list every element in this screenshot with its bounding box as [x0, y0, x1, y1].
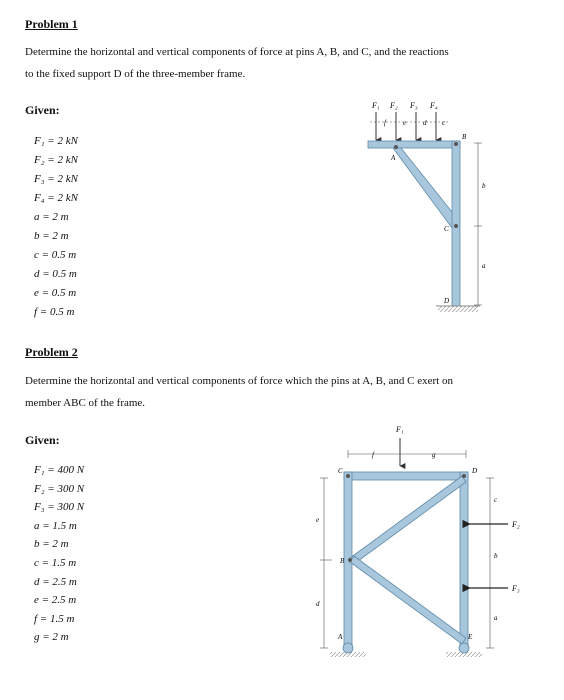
- label-F2: F₂: [512, 520, 520, 529]
- pin-C: [346, 474, 350, 478]
- label-d: d: [316, 600, 320, 608]
- given-item: b = 2 m: [34, 230, 69, 242]
- label-a: a: [482, 262, 486, 270]
- given-item: f = 1.5 m: [34, 612, 75, 625]
- given-item: F₄ = 2 kN: [34, 192, 78, 204]
- given-item: F₂ = 2 kN: [34, 154, 78, 166]
- given-item: e = 0.5 m: [34, 287, 77, 299]
- member-DE-right: [460, 472, 468, 648]
- given-item: F₂ = 300 N: [34, 482, 85, 495]
- pin-B: [348, 558, 352, 562]
- label-c: c: [494, 496, 498, 504]
- given-item: F₃ = 300 N: [34, 501, 85, 514]
- given-item: c = 1.5 m: [34, 556, 77, 569]
- label-C: C: [444, 225, 449, 233]
- label-g: g: [432, 451, 436, 459]
- problem-1-title: Problem 1: [25, 17, 78, 31]
- label-F2: F₂: [390, 101, 398, 110]
- problem-1-statement-line-1: Determine the horizontal and vertical components of force at pins A, B, and C, and the reactions: [25, 46, 449, 58]
- given-item: c = 0.5 m: [34, 249, 77, 261]
- given-item: f = 0.5 m: [34, 306, 75, 318]
- problem-2-statement-line-1: Determine the horizontal and vertical components of force which the pins at A, B, and C exert on: [25, 375, 453, 387]
- label-F1: F₁: [372, 101, 380, 110]
- given-item: d = 2.5 m: [34, 575, 77, 588]
- label-F4: F₄: [430, 101, 438, 110]
- label-b: b: [482, 182, 486, 190]
- label-E: E: [468, 633, 473, 641]
- label-F1: F₁: [396, 425, 404, 434]
- problem-1-statement-line-2: to the fixed support D of the three-member frame.: [25, 68, 246, 80]
- problem-2-given-heading: Given:: [25, 433, 60, 447]
- member-CD-top: [344, 472, 468, 480]
- label-a: a: [494, 614, 498, 622]
- pin-support-A: [343, 643, 353, 653]
- label-b: b: [494, 552, 498, 560]
- problem-2-statement-line-2: member ABC of the frame.: [25, 397, 146, 409]
- label-c-top: c: [442, 119, 446, 127]
- label-f: f: [372, 451, 374, 459]
- label-D: D: [444, 297, 450, 305]
- label-d: d: [423, 119, 427, 127]
- given-item: a = 1.5 m: [34, 519, 77, 532]
- label-f: f: [384, 119, 386, 127]
- pin-support-E: [459, 643, 469, 653]
- label-F3: F₃: [410, 101, 418, 110]
- given-item: F₁ = 400 N: [34, 464, 85, 476]
- given-item: b = 2 m: [34, 538, 69, 551]
- pin-D: [462, 474, 466, 478]
- given-item: d = 0.5 m: [34, 268, 77, 280]
- problem-2-title: Problem 2: [25, 345, 78, 359]
- label-A: A: [338, 633, 343, 641]
- ground-E: [446, 652, 482, 657]
- diagonal-member-BD: [350, 476, 466, 564]
- label-D: D: [472, 467, 478, 475]
- given-item: a = 2 m: [34, 211, 69, 223]
- label-e: e: [316, 516, 320, 524]
- given-item: g = 2 m: [34, 631, 69, 644]
- label-A: A: [391, 154, 396, 162]
- given-item: F₁ = 2 kN: [34, 135, 78, 147]
- ground-A: [330, 652, 366, 657]
- label-F3: F₃: [512, 584, 520, 593]
- label-B: B: [340, 557, 345, 565]
- problem-1-given-heading: Given:: [25, 103, 60, 117]
- given-item: F₃ = 2 kN: [34, 173, 78, 185]
- label-B: B: [462, 133, 467, 141]
- diagonal-member-BE: [350, 556, 466, 644]
- label-e: e: [403, 119, 407, 127]
- given-item: e = 2.5 m: [34, 594, 77, 607]
- label-C: C: [338, 467, 343, 475]
